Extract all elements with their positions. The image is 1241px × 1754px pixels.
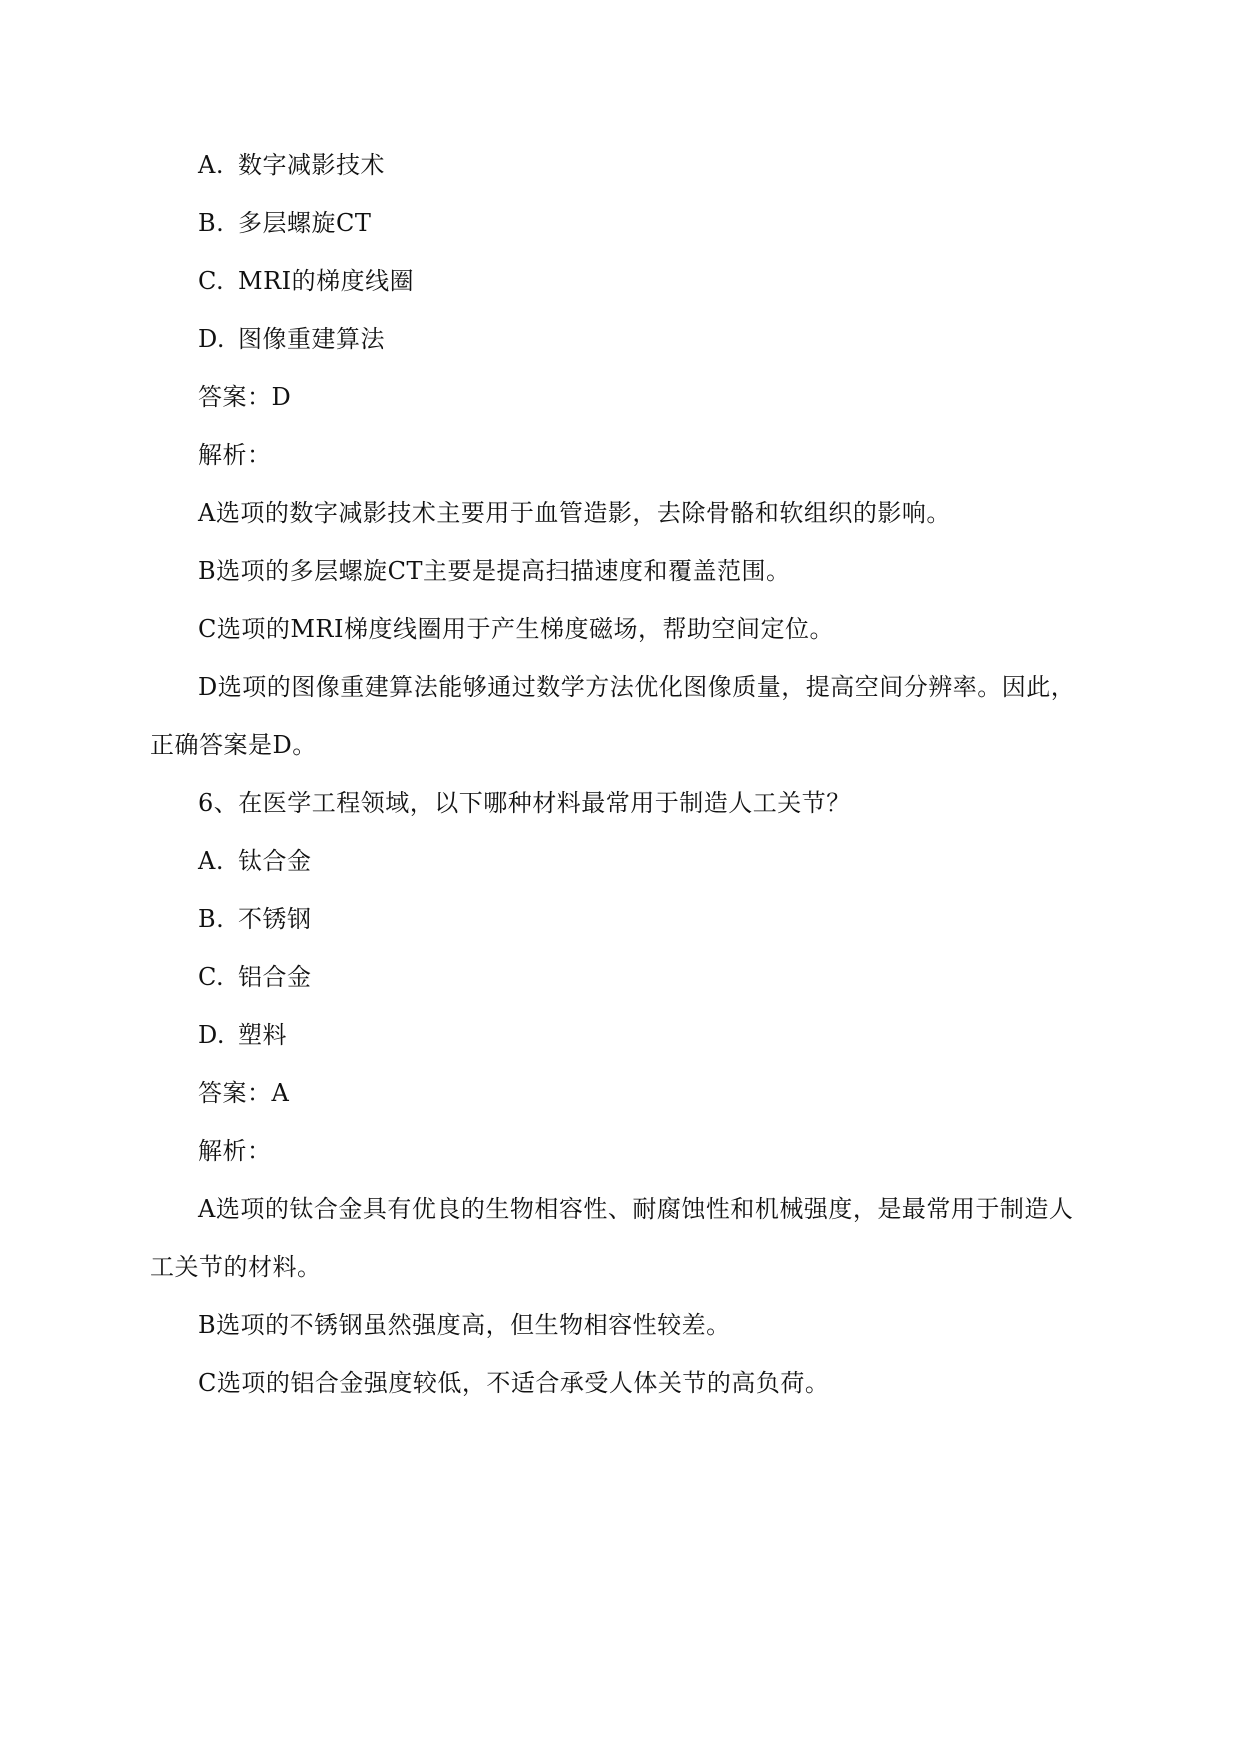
q5-option-d bbox=[198, 324, 385, 354]
q6-option-a bbox=[198, 846, 312, 876]
option-text: 不锈钢 bbox=[238, 905, 312, 933]
q5-answer: 答案：D bbox=[198, 383, 292, 411]
option-text: 铝合金 bbox=[238, 963, 312, 991]
q5-analysis-line: 正确答案是D。 bbox=[150, 731, 317, 759]
q5-analysis-label: 解析： bbox=[198, 441, 272, 469]
q5-analysis-line: A选项的数字减影技术主要用于血管造影，去除骨骼和软组织的影响。 bbox=[198, 499, 951, 527]
option-text: 钛合金 bbox=[238, 847, 312, 875]
option-letter: A. bbox=[198, 151, 224, 179]
q6-option-c bbox=[198, 962, 312, 992]
option-text: 数字减影技术 bbox=[238, 151, 385, 179]
option-text: 多层螺旋CT bbox=[238, 209, 372, 237]
q5-option-c bbox=[198, 266, 414, 296]
option-letter: D. bbox=[198, 1021, 226, 1049]
q6-analysis-line: 工关节的材料。 bbox=[150, 1253, 322, 1281]
option-text: 图像重建算法 bbox=[238, 325, 385, 353]
option-letter: D. bbox=[198, 325, 226, 353]
q5-option-a bbox=[198, 150, 385, 180]
q6-option-d bbox=[198, 1020, 287, 1050]
q6-option-b bbox=[198, 904, 312, 934]
option-letter: C. bbox=[198, 267, 225, 295]
option-letter: B. bbox=[198, 905, 225, 933]
q6-question: 6、在医学工程领域，以下哪种材料最常用于制造人工关节？ bbox=[198, 789, 851, 817]
q6-analysis-label: 解析： bbox=[198, 1137, 272, 1165]
option-text: 塑料 bbox=[238, 1021, 287, 1049]
option-letter: A. bbox=[198, 847, 224, 875]
option-letter: C. bbox=[198, 963, 225, 991]
q6-answer: 答案：A bbox=[198, 1079, 290, 1107]
option-text: MRI的梯度线圈 bbox=[238, 267, 415, 295]
q6-analysis-line: A选项的钛合金具有优良的生物相容性、耐腐蚀性和机械强度，是最常用于制造人 bbox=[198, 1195, 1074, 1223]
q6-analysis-line: C选项的铝合金强度较低，不适合承受人体关节的高负荷。 bbox=[198, 1369, 830, 1397]
q5-analysis-line: C选项的MRI梯度线圈用于产生梯度磁场，帮助空间定位。 bbox=[198, 615, 834, 643]
q5-analysis-line: B选项的多层螺旋CT主要是提高扫描速度和覆盖范围。 bbox=[198, 557, 791, 585]
q5-analysis-line: D选项的图像重建算法能够通过数学方法优化图像质量，提高空间分辨率。因此， bbox=[198, 673, 1076, 701]
q5-option-b bbox=[198, 208, 371, 238]
option-letter: B. bbox=[198, 209, 225, 237]
q6-analysis-line: B选项的不锈钢虽然强度高，但生物相容性较差。 bbox=[198, 1311, 731, 1339]
